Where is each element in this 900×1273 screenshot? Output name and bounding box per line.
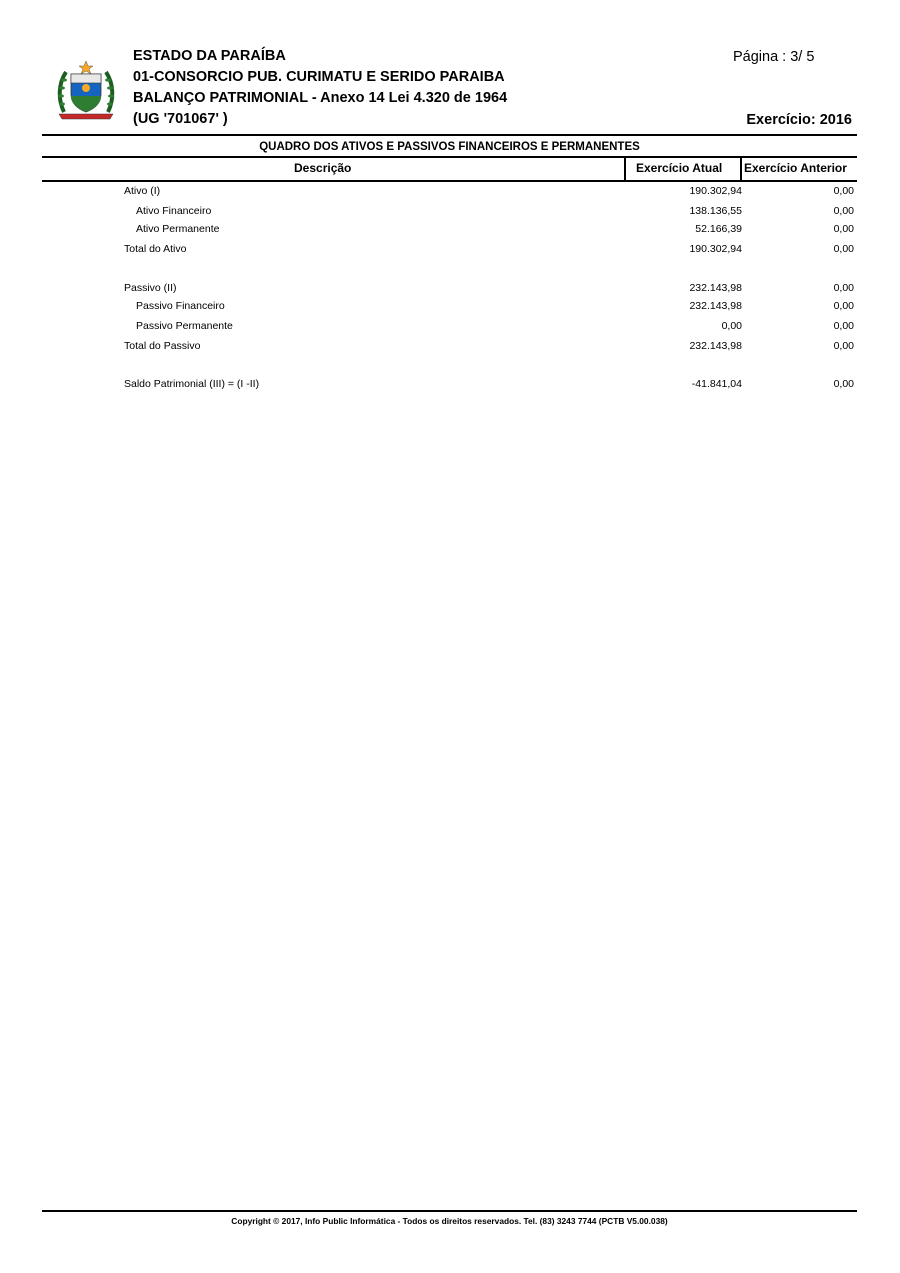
table-row [0,223,900,239]
table-row [0,300,900,316]
row-previous-value: 0,00 [833,340,854,352]
row-previous-value: 0,00 [833,243,854,255]
table-row [0,205,900,221]
report-title: BALANÇO PATRIMONIAL - Anexo 14 Lei 4.320 de 1964 [133,90,508,106]
row-description: Ativo Financeiro [136,205,212,217]
row-previous-value: 0,00 [833,223,854,235]
row-current-value: 138.136,55 [689,205,742,217]
row-description: Saldo Patrimonial (III) = (I -II) [124,378,260,390]
row-previous-value: 0,00 [833,282,854,294]
ug-code: (UG '701067' ) [133,111,228,127]
copyright-notice: Copyright © 2017, Info Public Informática - Todos os direitos reservados. Tel. (83) 3243 7744 (PCTB V5.00.038) [231,1216,668,1226]
row-previous-value: 0,00 [833,185,854,197]
page-number: Página : 3/ 5 [733,49,815,65]
row-current-value: 232.143,98 [689,340,742,352]
table-title: QUADRO DOS ATIVOS E PASSIVOS FINANCEIROS E PERMANENTES [259,141,640,153]
table-header-top-border [42,156,857,158]
header-divider [42,134,857,136]
row-description: Total do Passivo [124,340,201,352]
row-description: Total do Ativo [124,243,187,255]
table-header-bottom-border [42,180,857,182]
table-row [0,243,900,259]
column-header-previous: Exercício Anterior [744,161,847,175]
table-row [0,185,900,201]
footer-divider [42,1210,857,1212]
coat-of-arms-icon [56,60,116,120]
row-current-value: -41.841,04 [691,378,742,390]
column-divider [624,157,626,182]
state-name: ESTADO DA PARAÍBA [133,48,286,64]
column-header-current: Exercício Atual [636,161,723,175]
row-previous-value: 0,00 [833,378,854,390]
row-current-value: 232.143,98 [689,300,742,312]
row-previous-value: 0,00 [833,205,854,217]
table-row [0,282,900,298]
row-description: Ativo Permanente [136,223,220,235]
exercise-year: Exercício: 2016 [746,112,852,128]
column-divider [740,157,742,182]
row-previous-value: 0,00 [833,300,854,312]
row-current-value: 0,00 [721,320,742,332]
row-current-value: 190.302,94 [689,243,742,255]
row-description: Passivo Financeiro [136,300,225,312]
row-description: Passivo (II) [124,282,177,294]
row-current-value: 190.302,94 [689,185,742,197]
row-current-value: 232.143,98 [689,282,742,294]
table-row [0,378,900,394]
table-row [0,340,900,356]
column-header-description: Descrição [294,161,352,175]
row-description: Ativo (I) [124,185,161,197]
table-row [0,320,900,336]
row-previous-value: 0,00 [833,320,854,332]
row-current-value: 52.166,39 [695,223,742,235]
entity-name: 01-CONSORCIO PUB. CURIMATU E SERIDO PARAIBA [133,69,505,85]
row-description: Passivo Permanente [136,320,233,332]
